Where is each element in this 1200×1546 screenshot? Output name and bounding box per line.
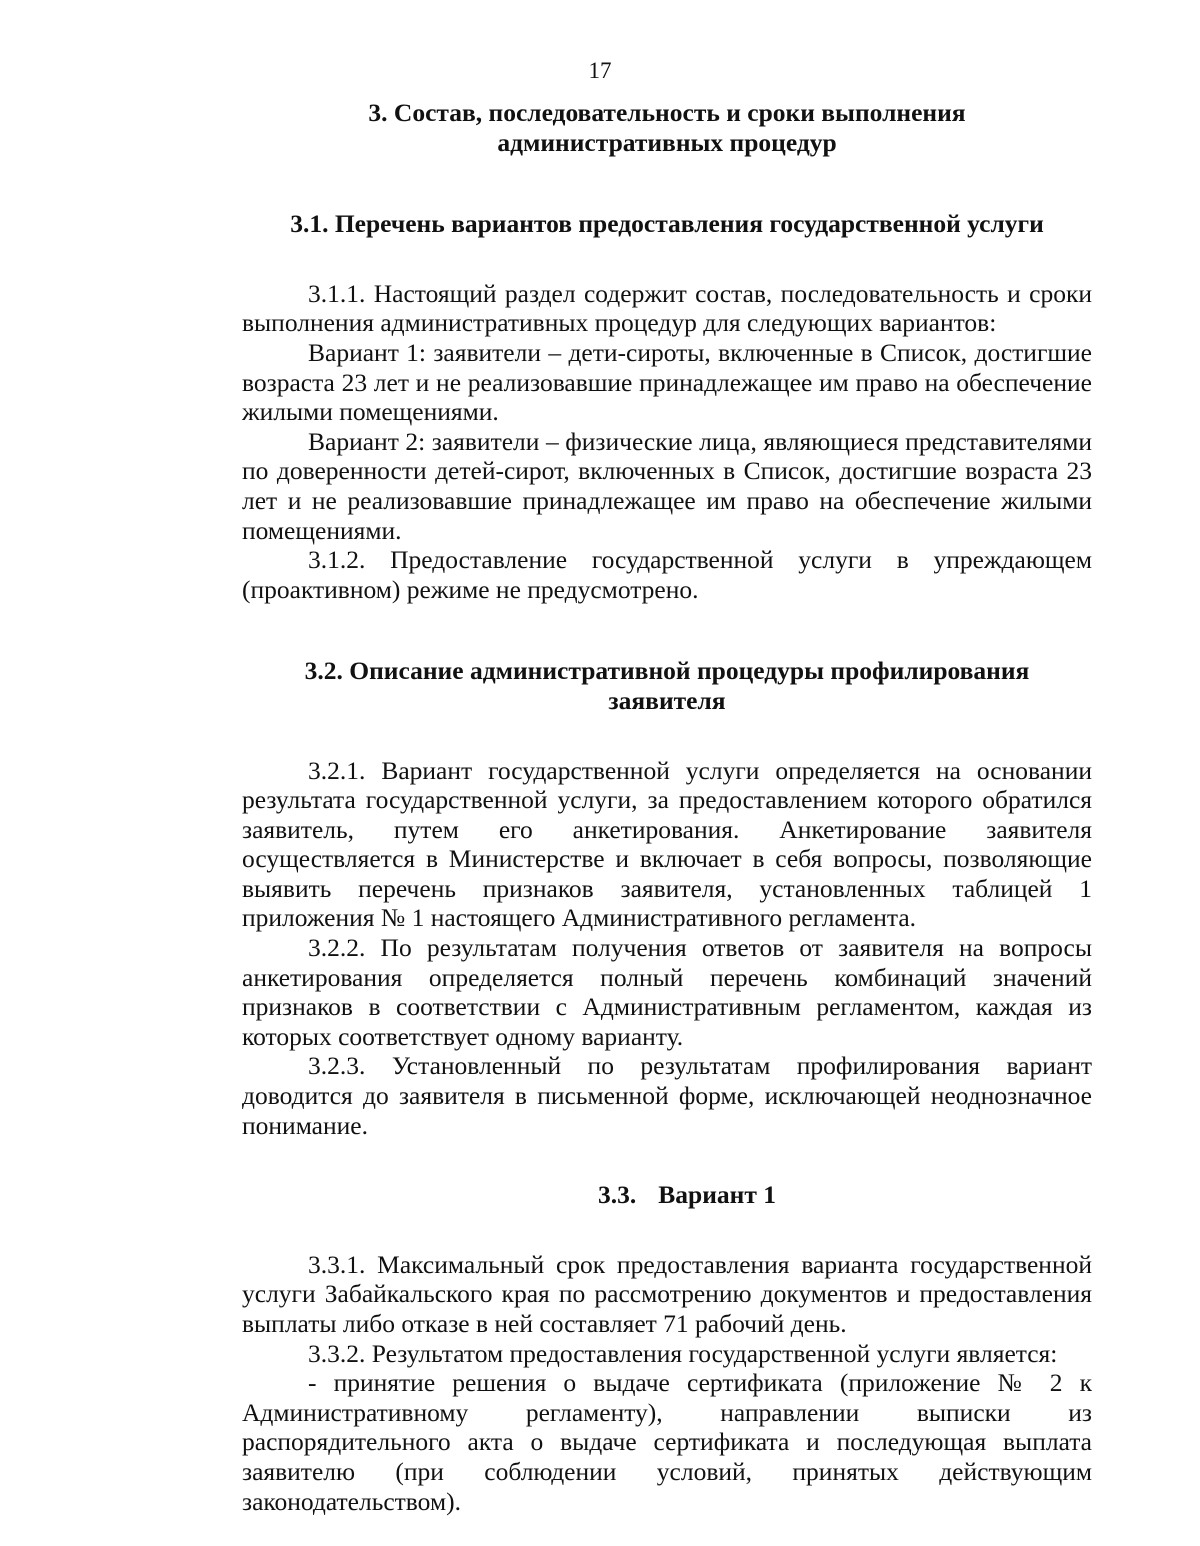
page-number: 17 bbox=[588, 58, 612, 83]
paragraph-3-2-2: 3.2.2. По результатам получения ответов от заявителя на вопросы анкетирования определяется полный перечень комбинаций значений признаков в соответствии с Административным регламентом, каждая из которых соответствует одному варианту. bbox=[242, 933, 1092, 1051]
paragraph-3-3-2: 3.3.2. Результатом предоставления государственной услуги является: bbox=[308, 1338, 1058, 1368]
section-3-1-heading: 3.1. Перечень вариантов предоставления государственной услуги bbox=[290, 209, 1044, 239]
section-3-heading bbox=[242, 98, 1092, 157]
paragraph-variant-1: Вариант 1: заявители – дети-сироты, включенные в Список, достигшие возраста 23 лет и не реализовавшие принадлежащее им право на обеспечение жилыми помещениями. bbox=[242, 337, 1092, 427]
paragraph-result-item: - принятие решения о выдаче сертификата (приложение № 2 к Административному регламенту), направлении выписки из распорядительного акта о выдаче сертификата и последующая выплата заявителю (при соблюдении условий, принятых действующим законодательством). bbox=[242, 1368, 1092, 1516]
paragraph-3-2-3: 3.2.3. Установленный по результатам профилирования вариант доводится до заявителя в письменной форме, исключающей неоднозначное понимание. bbox=[242, 1051, 1092, 1140]
document-body bbox=[242, 98, 1092, 1516]
paragraph-3-2-1: 3.2.1. Вариант государственной услуги определяется на основании результата государственной услуги, за предоставлением которого обратился заявитель, путем его анкетирования. Анкетирование заявителя осуществляется в Министерстве и включает в себя вопросы, позволяющие выявить перечень признаков заявителя, установленных таблицей 1 приложения № 1 настоящего Административного регламента. bbox=[242, 755, 1092, 933]
paragraph-3-1-2: 3.1.2. Предоставление государственной услуги в упреждающем (проактивном) режиме не предусмотрено. bbox=[242, 545, 1092, 604]
paragraph-3-1-1: 3.1.1. Настоящий раздел содержит состав, последовательность и сроки выполнения административных процедур для следующих вариантов: bbox=[242, 278, 1092, 338]
section-3-3-number: 3.3. bbox=[598, 1180, 637, 1210]
section-3-3-title: Вариант 1 bbox=[658, 1180, 776, 1210]
section-3-2-heading-line-1: 3.2. Описание административной процедуры профилирования bbox=[304, 656, 1030, 686]
section-3-3-heading bbox=[242, 1180, 1092, 1210]
section-3-2-heading-line-2: заявителя bbox=[608, 685, 726, 715]
paragraph-variant-2: Вариант 2: заявители – физические лица, являющиеся представителями по доверенности детей-сирот, включенных в Список, достигшие возраста 23 лет и не реализовавшие принадлежащее им право на обеспечение жилыми помещениями. bbox=[242, 426, 1092, 545]
section-3-heading-line-2: административных процедур bbox=[497, 127, 837, 157]
section-3-heading-line-1: 3. Состав, последовательность и сроки выполнения bbox=[368, 98, 966, 127]
paragraph-3-3-1: 3.3.1. Максимальный срок предоставления варианта государственной услуги Забайкальского края по рассмотрению документов и предоставления выплаты либо отказе в ней составляет 71 рабочий день. bbox=[242, 1249, 1092, 1338]
section-3-2-heading bbox=[242, 656, 1092, 715]
